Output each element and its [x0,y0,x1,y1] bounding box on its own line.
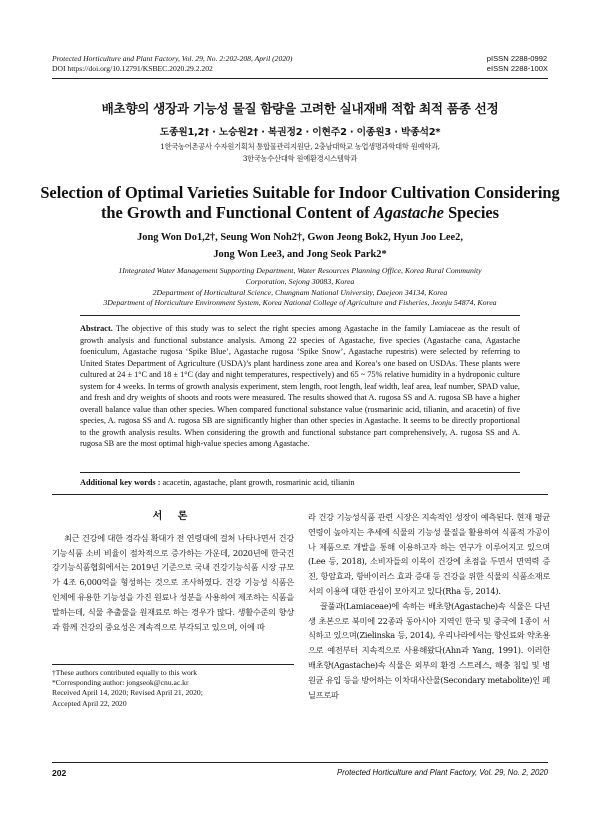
intro-paragraph-1: 최근 건강에 대한 경각심 확대가 전 연령대에 걸쳐 나타나면서 건강기능식품 소비 비율이 점차적으로 증가하는 가운데, 2020년에 한국건강기능식품협회에서는 2019년 기준으로 국내 건강기능식품 시장 규모가 4조 6,000억을 형성하는 것으로 조사하였다. 건강 기능성 식품은 인체에 유용한 기능성을 가진 원료나 성분을 사용하여 제조하는 식품을 말하는데, 식물 추출물을 원재료로 하는 경우가 많다. 생활수준의 향상과 함께 건강의 중요성은 계속적으로 부각되고 있으며, 이에 따 [52,532,294,632]
title-genus: Agastache [373,203,444,222]
intro-paragraph-1-cont: 라 건강 기능성식품 관련 시장은 지속적인 성장이 예측된다. 현재 평균 연령이 높아지는 추세에 식물의 기능성 물질을 활용하여 식품적 가공이나 제품으로 개발을 통해 이용하고자 하는 연구가 이루어지고 있으며(Lee 등, 2018), 소비자들의 이목이 건강에 초점을 두면서 면역력 증진, 항암효과, 항바이러스 효과 증대 등 건강을 위한 식물의 식품소재로서의 이용에 대한 관심이 모아지고 있다(Rha 등, 2014). [308,512,550,596]
english-authors [52,229,548,263]
footer-journal: Protected Horticulture and Plant Factory, Vol. 29, No. 2, 2020 [336,768,548,777]
abstract [80,323,520,450]
english-affiliation-3: 3Department of Horticulture Environment System, Korea National College of Agriculture and Fisheries, Jeonju 54874, Korea [103,298,497,308]
korean-title: 배초향의 생장과 기능성 물질 함량을 고려한 실내재배 적합 최적 품종 선정 [101,101,499,116]
footnote-rule [52,664,294,665]
english-affiliation-2: 2Department of Horticultural Science, Chungnam National University, Daejeon 34134, Korea [152,287,448,297]
footnote-corresponding: *Corresponding author: jongseok@cnu.ac.kr [52,678,189,688]
footer-rule [52,762,548,763]
english-authors-line1: Jong Won Do1,2†, Seung Won Noh2†, Gwon Jeong Bok2, Hyun Joo Lee2, [137,232,463,243]
abstract-rule-top [80,315,520,316]
footnote-equal-contribution: †These authors contributed equally to this work [52,668,198,677]
page-number: 202 [52,768,67,778]
english-affiliation-1b: Corporation, Sejong 30083, Korea [245,276,355,286]
pissn: pISSN 2288-0992 [486,54,548,63]
abstract-label: Abstract. [80,324,113,333]
footnote-received: Received April 14, 2020; Revised April 21, 2020; [52,688,203,698]
abstract-rule-bottom [80,472,520,473]
header-rule [52,78,548,79]
footnotes [52,668,294,709]
english-affiliations [52,266,548,309]
keywords-text: acacetin, agastache, plant growth, rosmarinic acid, tilianin [160,478,355,487]
keywords [80,478,520,487]
doi-line: DOI https://doi.org/10.12791/KSBEC.2020.29.2.202 [52,64,213,73]
right-column [308,510,550,702]
title-suffix: Species [443,203,500,222]
journal-citation: Protected Horticulture and Plant Factory, Vol. 29, No. 2:202-208, April (2020) [52,54,293,63]
left-column [52,510,294,634]
keywords-rule [52,494,548,495]
english-title-line2 [40,203,560,223]
korean-affiliation-1: 1한국농어촌공사 수자원기획처 통합물관리지원단, 2충남대학교 농업생명과학대학 원예학과, [160,142,440,151]
footnote-accepted: Accepted April 22, 2020 [52,698,127,708]
korean-authors: 도종원1,2† · 노승원2† · 복권정2 · 이현주2 · 이종원3 · 박종석2* [159,127,441,138]
english-affiliation-1a: 1Integrated Water Management Supporting Department, Water Resources Planning Office, Korea Rural Community [118,266,482,275]
english-title [40,183,560,223]
section-title-introduction: 서 론 [152,511,194,522]
korean-affiliation-2: 3한국농수산대학 원예환경시스템학과 [242,154,358,163]
title-prefix: the Growth and Functional Content of [100,203,374,222]
issn-block [487,54,548,74]
eissn: eISSN 2288-100X [486,64,548,73]
abstract-text: The objective of this study was to select the right species among Agastache in the family Lamiaceae as the result of growth analysis and functional substance analysis. Among 22 species of Agastache, five species (Agastache cana, Agastache foeniculum, Agastache rugosa ‘Spike Blue’, Agastache rugosa ‘Spike Snow’, Agastache rupestris) were selected by referring to United States Department of Agriculture (USDA)’s plant hardiness zone area and Korea’s one based on USDAs. These plants were cultured at 24 ± 1°C and 18 ± 1°C (day and night temperatures, respectively) and 65 ~ 75% relative humidity in a hydroponic culture system for 4 weeks. In terms of growth analysis experiment, stem length, root length, leaf width, leaf area, leaf number, SPAD value, and fresh and dry weights of shoots and roots were measured. The results showed that A. rugosa SS and A. rugosa SB have a higher overall balance value than other species. When compared functional substance value (rosmarinic acid, tilianin, and acacetin) of five species, A. rugosa SS and A. rugosa SB are significantly higher than other species in Agastache. It seems to be directly proportional to the growth analysis results. When considering the growth and functional substance part comprehensively, A. rugosa SS and A. rugosa SB are the most optimal high-value species among Agastache. [80,324,520,449]
running-header [52,54,292,74]
intro-paragraph-2: 꿀풀과(Lamiaceae)에 속하는 배초향(Agastache)속 식물은 다년생 초본으로 북미에 22종과 동아시아 지역인 한국 및 중국에 1종이 서식하고 있으며(Zielinska 등, 2014), 우리나라에서는 향신료와 약초용으로 예전부터 지속적으로 사용해왔다(Ahn과 Yang, 1991). 이러한 배초향(Agastache)속 식물은 외부의 환경 스트레스, 해충 침입 및 병원균 유입 등을 방어하는 이차대사산물(Secondary metabolite)인 페닐프로파 [308,600,550,700]
english-title-line1: Selection of Optimal Varieties Suitable for Indoor Cultivation Considering [40,183,560,202]
keywords-label: Additional key words : [80,478,161,487]
english-authors-line2: Jong Won Lee3, and Jong Seok Park2* [213,249,387,260]
